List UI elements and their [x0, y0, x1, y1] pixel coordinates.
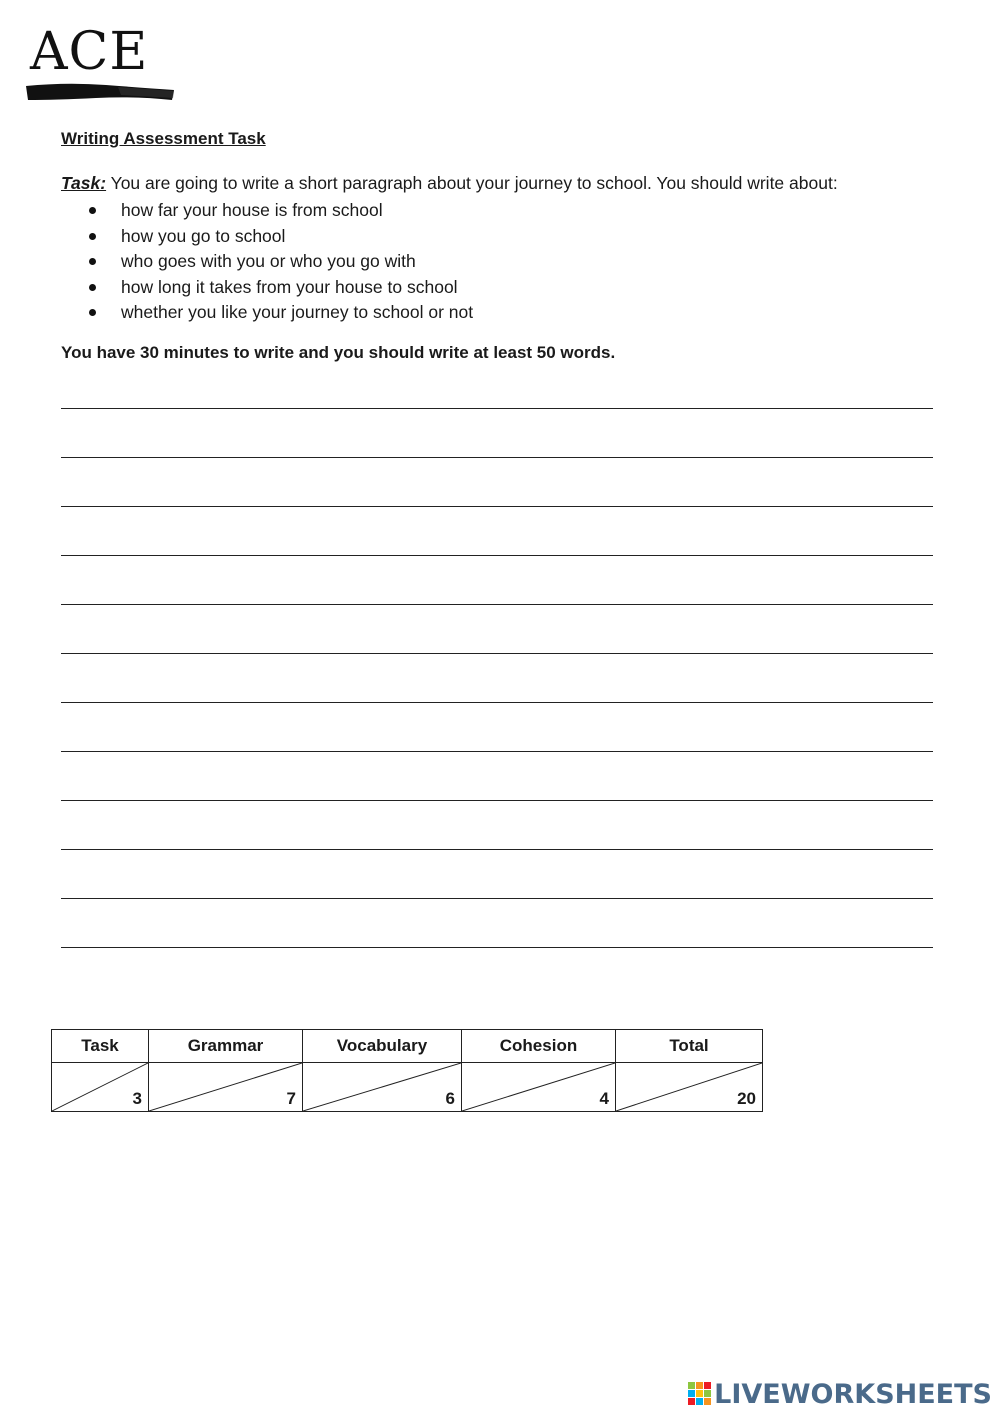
- bullet-icon: [89, 207, 96, 214]
- score-cell-task[interactable]: [52, 1063, 149, 1112]
- task-description: [61, 173, 838, 194]
- writing-line[interactable]: [61, 702, 933, 703]
- diagonal-divider: [149, 1063, 302, 1111]
- score-cell-grammar[interactable]: [149, 1063, 303, 1112]
- writing-line[interactable]: [61, 800, 933, 801]
- bullet-icon: [89, 233, 96, 240]
- score-header-grammar: Grammar: [149, 1030, 303, 1063]
- task-label: Task:: [61, 173, 107, 193]
- score-header-cohesion: Cohesion: [462, 1030, 616, 1063]
- ace-logo: [26, 22, 176, 106]
- score-header-total: Total: [616, 1030, 763, 1063]
- max-score: 4: [599, 1089, 609, 1108]
- writing-line[interactable]: [61, 408, 933, 409]
- writing-line[interactable]: [61, 457, 933, 458]
- writing-line[interactable]: [61, 898, 933, 899]
- writing-line[interactable]: [61, 947, 933, 948]
- score-cell-total[interactable]: [616, 1063, 763, 1112]
- writing-line[interactable]: [61, 653, 933, 654]
- writing-line[interactable]: [61, 555, 933, 556]
- writing-line[interactable]: [61, 849, 933, 850]
- bullet-icon: [89, 284, 96, 291]
- logo-text: ACE: [30, 22, 149, 82]
- writing-line[interactable]: [61, 604, 933, 605]
- bullet-icon: [89, 258, 96, 265]
- diagonal-divider: [462, 1063, 615, 1111]
- max-score: 3: [132, 1089, 142, 1108]
- score-header-task: Task: [52, 1030, 149, 1063]
- max-score: 6: [445, 1089, 455, 1108]
- score-table: [51, 1029, 763, 1112]
- score-header-row: [52, 1030, 763, 1063]
- score-value-row: [52, 1063, 763, 1112]
- writing-line[interactable]: [61, 506, 933, 507]
- page-title: Writing Assessment Task: [61, 129, 266, 148]
- score-header-vocabulary: Vocabulary: [303, 1030, 462, 1063]
- task-text: You are going to write a short paragraph about your journey to school. You should write about:: [106, 173, 838, 193]
- max-score: 7: [286, 1089, 296, 1108]
- score-cell-vocabulary[interactable]: [303, 1063, 462, 1112]
- diagonal-divider: [303, 1063, 461, 1111]
- writing-instructions: You have 30 minutes to write and you should write at least 50 words.: [61, 343, 616, 362]
- writing-area[interactable]: [61, 400, 933, 988]
- liveworksheets-watermark: [688, 1376, 992, 1412]
- score-cell-cohesion[interactable]: [462, 1063, 616, 1112]
- writing-line[interactable]: [61, 751, 933, 752]
- max-score: 20: [737, 1089, 756, 1108]
- watermark-text: LIVEWORKSHEETS: [714, 1378, 992, 1410]
- bullet-icon: [89, 309, 96, 316]
- logo-brush-stroke: [26, 78, 176, 104]
- liveworksheets-logo-icon: [688, 1382, 712, 1406]
